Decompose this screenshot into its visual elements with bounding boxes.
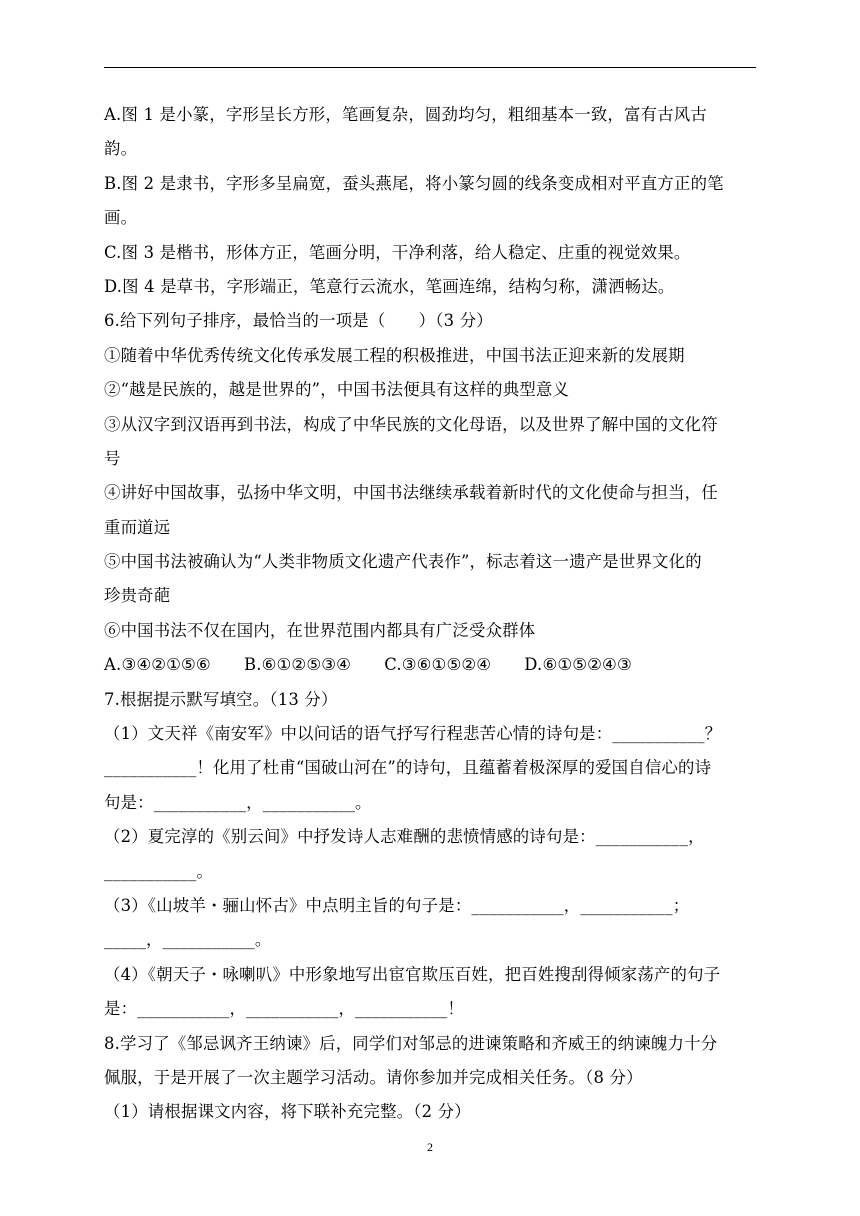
- question-6-options: A.③④②①⑤⑥ B.⑥①②⑤③④ C.③⑥①⑤②④ D.⑥①⑤②④③: [104, 655, 632, 675]
- text-line: （1）请根据课文内容，将下联补充完整。（2 分）: [104, 1102, 471, 1122]
- text-line: D.图 4 是草书，字形端正，笔意行云流水，笔画连绵，结构匀称，潇洒畅达。: [104, 276, 675, 296]
- text-line: ②“越是民族的，越是世界的”，中国书法便具有这样的典型意义: [104, 380, 570, 400]
- text-line: ③从汉字到汉语再到书法，构成了中华民族的文化母语，以及世界了解中国的文化符: [104, 414, 718, 434]
- text-line: （1）文天祥《南安军》中以问话的语气抒写行程悲苦心情的诗句是：___________？: [104, 724, 722, 744]
- header-rule: [104, 67, 756, 68]
- text-line: A.图 1 是小篆，字形呈长方形，笔画复杂，圆劲均匀，粗细基本一致，富有古风古: [104, 105, 707, 124]
- text-line: C.图 3 是楷书，形体方正，笔画分明，干净利落，给人稳定、庄重的视觉效果。: [104, 242, 691, 262]
- text-line: _____，___________。: [104, 930, 272, 950]
- text-line: ⑥中国书法不仅在国内，在世界范围内都具有广泛受众群体: [104, 620, 536, 640]
- page-number: 2: [427, 1140, 433, 1154]
- text-line: 重而道远: [104, 517, 171, 537]
- text-line: ⑤中国书法被确认为“人类非物质文化遗产代表作”，标志着这一遗产是世界文化的: [104, 552, 702, 572]
- document-body: [104, 98, 764, 1130]
- text-line: ④讲好中国故事，弘扬中华文明，中国书法继续承载着新时代的文化使命与担当，任: [104, 483, 718, 503]
- text-line: （3）《山坡羊・骊山怀古》中点明主旨的句子是：___________，___________；: [104, 895, 690, 915]
- text-line: 珍贵奇葩: [104, 586, 171, 606]
- text-line: 句是：___________，___________。: [104, 792, 372, 812]
- text-line: 是：___________，___________，___________！: [104, 999, 464, 1019]
- text-line: 佩服，于是开展了一次主题学习活动。请你参加并完成相关任务。（8 分）: [104, 1067, 643, 1087]
- text-line: ___________。: [104, 861, 213, 881]
- question-7-stem: 7.根据提示默写填空。（13 分）: [104, 689, 338, 709]
- text-line: （2）夏完淳的《别云间》中抒发诗人志难酬的悲愤情感的诗句是：___________，: [104, 827, 705, 847]
- text-line: （4）《朝天子・咏喇叭》中形象地写出宦官欺压百姓，把百姓搜刮得倾家荡产的句子: [104, 964, 721, 984]
- text-line: 号: [104, 448, 121, 468]
- text-line: ①随着中华优秀传统文化传承发展工程的积极推进，中国书法正迎来新的发展期: [104, 345, 685, 365]
- text-line: 画。: [104, 208, 138, 228]
- text-line: B.图 2 是隶书，字形多呈扁宽，蚕头燕尾，将小篆匀圆的线条变成相对平直方正的笔: [104, 173, 724, 193]
- text-line: 韵。: [104, 139, 138, 159]
- text-line: ___________！化用了杜甫“国破山河在”的诗句，且蕴蓄着极深厚的爱国自信心的诗: [104, 758, 712, 778]
- question-8-stem: 8.学习了《邹忌讽齐王纳谏》后，同学们对邹忌的进谏策略和齐威王的纳谏魄力十分: [104, 1033, 718, 1053]
- question-6-stem: 6.给下列句子排序，最恰当的一项是（ ）（3 分）: [104, 311, 493, 331]
